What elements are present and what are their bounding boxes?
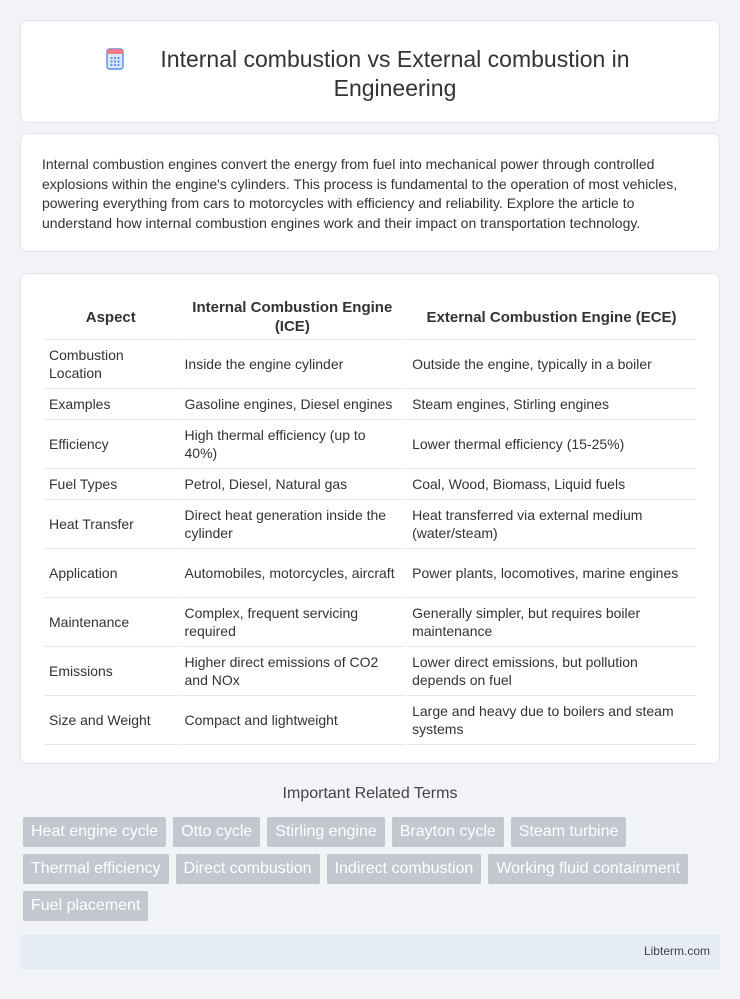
row-ice: High thermal efficiency (up to 40%) [180, 420, 406, 469]
related-terms-heading: Important Related Terms [282, 785, 458, 802]
table-row [44, 549, 696, 598]
term-tag[interactable]: Working fluid containment [488, 854, 688, 884]
header-ece: External Combustion Engine (ECE) [407, 294, 696, 340]
table-row [44, 469, 696, 500]
row-ece: Outside the engine, typically in a boiler [407, 340, 696, 389]
intro-card [20, 133, 720, 252]
row-ece: Power plants, locomotives, marine engines [407, 549, 696, 598]
table-row [44, 696, 696, 745]
header-aspect: Aspect [44, 294, 178, 340]
term-tag[interactable]: Steam turbine [511, 817, 627, 847]
row-ice: Automobiles, motorcycles, aircraft [180, 549, 406, 598]
table-row [44, 598, 696, 647]
term-tag[interactable]: Brayton cycle [392, 817, 504, 847]
row-aspect: Application [44, 549, 178, 598]
header-ice: Internal Combustion Engine (ICE) [180, 294, 406, 340]
table-row [44, 340, 696, 389]
table-row [44, 647, 696, 696]
term-tag[interactable]: Thermal efficiency [23, 854, 169, 884]
row-aspect: Efficiency [44, 420, 178, 469]
term-tag[interactable]: Indirect combustion [327, 854, 482, 884]
row-aspect: Size and Weight [44, 696, 178, 745]
intro-paragraph: Internal combustion engines convert the energy from fuel into mechanical power through controlled explosions within the engine's cylinders. This process is fundamental to the operation of most vehicles, powering everything from cars to motorcycles with efficiency and reliability. Explore the article to understand how internal combustion engines work and their impact on transportation technology. [42, 156, 678, 231]
comparison-card [20, 273, 720, 764]
footer-site-link[interactable]: Libterm.com [643, 944, 710, 958]
title-card [20, 20, 720, 123]
table-row [44, 420, 696, 469]
row-aspect: Combustion Location [44, 340, 178, 389]
term-tag[interactable]: Fuel placement [23, 891, 148, 921]
term-tag[interactable]: Otto cycle [173, 817, 260, 847]
row-ice: Gasoline engines, Diesel engines [180, 389, 406, 420]
row-ece: Steam engines, Stirling engines [407, 389, 696, 420]
row-ece: Lower direct emissions, but pollution depends on fuel [407, 647, 696, 696]
row-ece: Generally simpler, but requires boiler maintenance [407, 598, 696, 647]
term-tag[interactable]: Stirling engine [267, 817, 384, 847]
comparison-table [42, 294, 698, 745]
row-aspect: Emissions [44, 647, 178, 696]
row-ece: Coal, Wood, Biomass, Liquid fuels [407, 469, 696, 500]
row-ice: Petrol, Diesel, Natural gas [180, 469, 406, 500]
related-terms-list [23, 817, 723, 921]
row-ece: Heat transferred via external medium (water/steam) [407, 500, 696, 549]
row-aspect: Fuel Types [44, 469, 178, 500]
table-row [44, 500, 696, 549]
term-tag[interactable]: Heat engine cycle [23, 817, 166, 847]
row-aspect: Examples [44, 389, 178, 420]
row-ice: Direct heat generation inside the cylinder [180, 500, 406, 549]
row-ice: Inside the engine cylinder [180, 340, 406, 389]
page-title: Internal combustion vs External combustion in Engineering [160, 46, 630, 101]
term-tag[interactable]: Direct combustion [176, 854, 320, 884]
row-aspect: Maintenance [44, 598, 178, 647]
row-ice: Complex, frequent servicing required [180, 598, 406, 647]
row-ice: Compact and lightweight [180, 696, 406, 745]
footer [20, 935, 720, 969]
table-header-row [44, 294, 696, 340]
row-ece: Lower thermal efficiency (15-25%) [407, 420, 696, 469]
row-aspect: Heat Transfer [44, 500, 178, 549]
table-row [44, 389, 696, 420]
row-ice: Higher direct emissions of CO2 and NOx [180, 647, 406, 696]
row-ece: Large and heavy due to boilers and steam systems [407, 696, 696, 745]
